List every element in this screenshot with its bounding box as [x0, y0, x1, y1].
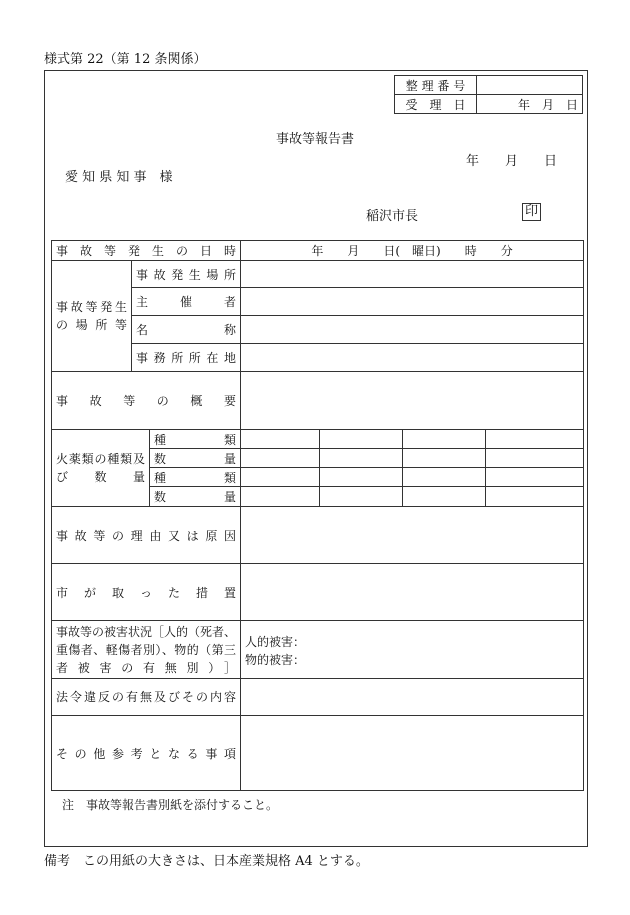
- quantity-label: 数 量: [150, 449, 241, 468]
- reception-number-label: 整 理 番 号: [395, 76, 477, 95]
- reception-date-field[interactable]: 年 月 日: [477, 95, 583, 114]
- violation-field[interactable]: [241, 679, 584, 716]
- property-damage-label: 物的被害：: [245, 653, 306, 667]
- seal-text: 印: [522, 203, 541, 221]
- quantity-cell[interactable]: [320, 487, 403, 507]
- office-field[interactable]: [241, 344, 584, 372]
- reception-number-field[interactable]: [477, 76, 583, 95]
- report-table: [51, 240, 584, 791]
- kind-cell[interactable]: [486, 468, 584, 487]
- summary-field[interactable]: [241, 372, 584, 430]
- damage-field[interactable]: [241, 621, 584, 679]
- explosives-group-label: 火薬類の種類及び数量: [52, 430, 150, 507]
- office-label: 事務所所在地: [132, 344, 241, 372]
- kind-cell[interactable]: [403, 468, 486, 487]
- human-damage-label: 人的被害：: [245, 635, 306, 649]
- name-label: 名 称: [132, 316, 241, 344]
- cause-field[interactable]: [241, 507, 584, 564]
- other-field[interactable]: [241, 716, 584, 791]
- seal-mark: [522, 203, 541, 221]
- report-date: 年 月 日: [466, 154, 558, 169]
- datetime-label: 事故等発生の日時: [52, 241, 241, 261]
- kind-cell[interactable]: [403, 430, 486, 449]
- organizer-field[interactable]: [241, 288, 584, 316]
- kind-cell[interactable]: [241, 430, 320, 449]
- location-label: 事故発生場所: [132, 261, 241, 288]
- page-title: 事故等報告書: [275, 132, 354, 147]
- kind-cell[interactable]: [241, 468, 320, 487]
- kind-cell[interactable]: [320, 468, 403, 487]
- kind-cell[interactable]: [320, 430, 403, 449]
- kind-cell[interactable]: [486, 430, 584, 449]
- addressee: 愛 知 県 知 事 様: [65, 170, 173, 185]
- quantity-cell[interactable]: [241, 487, 320, 507]
- name-field[interactable]: [241, 316, 584, 344]
- organizer-label: 主 催 者: [132, 288, 241, 316]
- quantity-cell[interactable]: [320, 449, 403, 468]
- quantity-cell[interactable]: [241, 449, 320, 468]
- kind-label: 種 類: [150, 468, 241, 487]
- damage-label: 事故等の被害状況［人的（死者、重傷者、軽傷者別）、物的（第三者被害の有無別）］: [52, 621, 241, 679]
- sender-name: 稲沢市長: [366, 209, 419, 224]
- location-field[interactable]: [241, 261, 584, 288]
- form-number: 様式第 22（第 12 条関係）: [44, 52, 207, 67]
- other-label: その他参考となる事項: [52, 716, 241, 791]
- reception-table: [394, 75, 583, 114]
- quantity-cell[interactable]: [486, 487, 584, 507]
- quantity-cell[interactable]: [403, 487, 486, 507]
- reception-date-label: 受 理 日: [395, 95, 477, 114]
- size-remark: 備考 この用紙の大きさは、日本産業規格 A4 とする。: [44, 854, 369, 869]
- measures-label: 市が取った措置: [52, 564, 241, 621]
- quantity-cell[interactable]: [403, 449, 486, 468]
- violation-label: 法令違反の有無及びその内容: [52, 679, 241, 716]
- attachment-note: 注 事故等報告書別紙を添付すること。: [62, 798, 279, 812]
- summary-label: 事故等の概要: [52, 372, 241, 430]
- datetime-field[interactable]: 年 月 日( 曜日) 時 分: [241, 241, 584, 261]
- cause-label: 事故等の理由又は原因: [52, 507, 241, 564]
- measures-field[interactable]: [241, 564, 584, 621]
- location-group-label: 事故等発生の場所等: [52, 261, 132, 372]
- quantity-label: 数 量: [150, 487, 241, 507]
- quantity-cell[interactable]: [486, 449, 584, 468]
- kind-label: 種 類: [150, 430, 241, 449]
